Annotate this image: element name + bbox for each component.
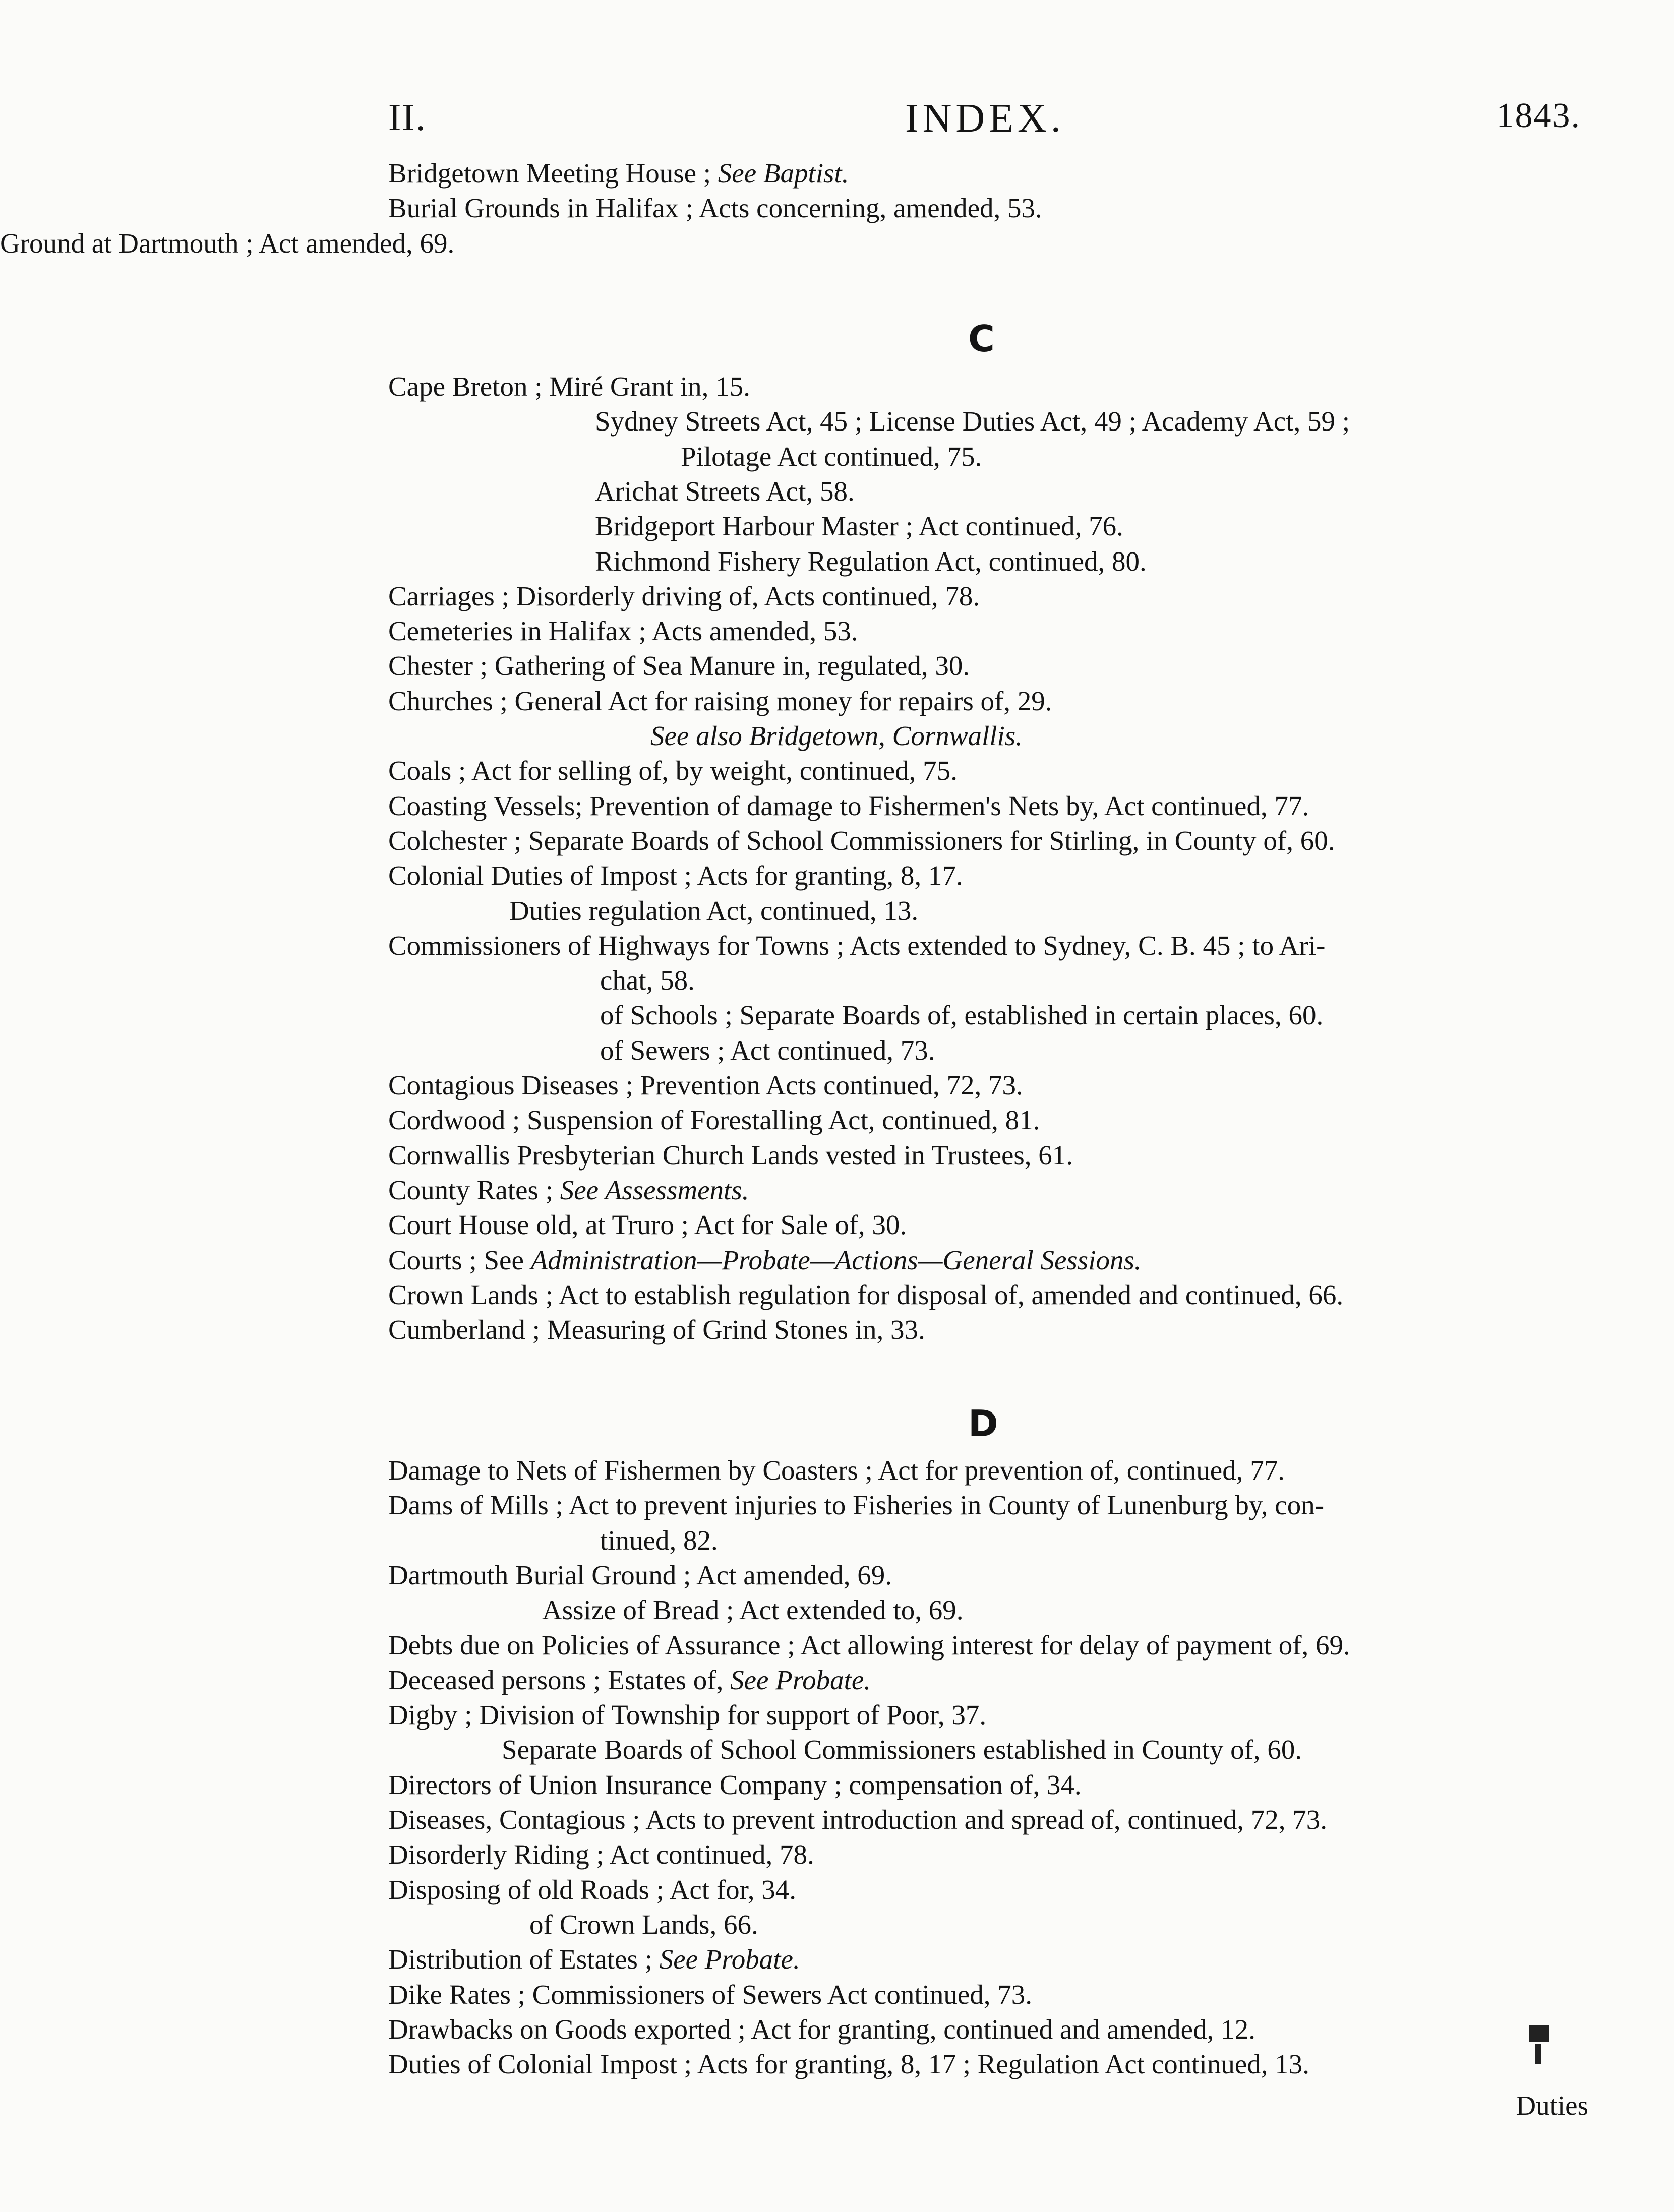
entry-text [681,441,982,473]
entry-plain: Coasting Vessels; Prevention of damage to Fishermen's Nets by, Act continued, 77. [388,790,1309,821]
entry-plain: Commissioners of Highways for Towns ; Acts extended to Sydney, C. B. 45 ; to Ari- [388,930,1326,961]
entry-plain: Arichat Streets Act, 58. [595,475,855,507]
entry-text [529,1909,758,1941]
ink-blot [1529,2025,1549,2042]
entry-text [388,1943,800,1976]
entry-plain: Bridgetown Meeting House ; [388,158,718,189]
entry-plain: Drawbacks on Goods exported ; Act for granting, continued and amended, 12. [388,2013,1256,2045]
entry-plain: Pilotage Act continued, 75. [681,441,982,472]
entry-cross-reference: Administration—Probate—Actions—General Sessions. [530,1244,1142,1275]
entry-text [502,1734,1302,1766]
entry-plain: Cemeteries in Halifax ; Acts amended, 53. [388,616,858,647]
entry-plain: Duties regulation Act, continued, 13. [509,895,919,926]
entry-plain: Deceased persons ; Estates of, [388,1664,731,1695]
entry-plain: Colonial Duties of Impost ; Acts for granting, 8, 17. [388,860,963,891]
entry-text [388,1139,1073,1172]
entry-plain: Assize of Bread ; Act extended to, 69. [542,1594,964,1626]
entry-plain: of Crown Lands, 66. [529,1909,758,1940]
entry-plain: County Rates ; [388,1174,560,1205]
index-page: II. INDEX. 1843. Bridgetown Meeting House ; See Baptist. Burial Grounds in Halifax ; Acts concerning, amended, 53. Ground at Dartmouth ; Act amended, 69. C Cape Breton ; Miré Grant in, 15. Sydney Streets Act, 45 ; License Duties Act, 49 ; Academy Act, 59 ; Pilotage Act continued, 75. Arichat Streets Act, 58. Bridgeport Harbour Master ; Act continued, 76. Richmond Fishery Regulation Act, continued, 80. Carriages ; Disorderly driving of, Acts continued, 78. Cemeteries in Halifax ; Acts amended, 53. Chester ; Gathering of Sea Manure in, regulated, 30. Churches ; General Act for raising money for repairs of, 29. See also Bridgetown, Cornwallis. Coals ; Act for selling of, by weight, continued, 75. Coasting Vessels; Prevention of damage to Fishermen's Nets by, Act continued, 77. Colchester ; Separate Boards of School Commissioners for Stirling, in County of, 60. Colonial Duties of Impost ; Acts for granting, 8, 17. Duties regulation Act, continued, 13. Commissioners of Highways for Towns ; Acts extended to Sydney, C. B. 45 ; to Ari- chat, 58. of Schools ; Separate Boards of, established in certain places, 60. of Sewers ; Act continued, 73. Contagious Diseases ; Prevention Acts continued, 72, 73. Cordwood ; Suspension of Forestalling Act, continued, 81. Cornwallis Presbyterian Church Lands vested in Trustees, 61. County Rates ; See Assessments. Court House old, at Truro ; Act for Sale of, 30. Courts ; See Administration—Probate—Actions—General Sessions. Crown Lands ; Act to establish regulation for disposal of, amended and continued, 66. Cumberland ; Measuring of Grind Stones in, 33. D Damage to Nets of Fishermen by Coasters ; Act for prevention of, continued, 77. Dams of Mills ; Act to prevent injuries to Fisheries in County of Lunenburg by, con- tinued, 82. Dartmouth Burial Ground ; Act amended, 69. Assize of Bread ; Act extended to, 69. Debts due on Policies of Assurance ; Act allowing interest for delay of payment of, 69. Deceased persons ; Estates of, See Probate. Digby ; Division of Township for support of Poor, 37. Separate Boards of School Commissioners established in County of, 60. Directors of Union Insurance Company ; compensation of, 34. Diseases, Contagious ; Acts to prevent introduction and spread of, continued, 72, 73. Disorderly Riding ; Act continued, 78. Disposing of old Roads ; Act for, 34. of Crown Lands, 66. Distribution of Estates ; See Probate. Dike Rates ; Commissioners of Sewers Act continued, 73. Drawbacks on Goods exported ; Act for granting, continued and amended, 12. Duties of Colonial Impost ; Acts for granting, 8, 17 ; Regulation Act continued, 13. Duties [0,96,1588,2121]
entry-text [388,1664,871,1696]
entry-plain: Court House old, at Truro ; Act for Sale of, 30. [388,1209,907,1241]
entry-plain: Richmond Fishery Regulation Act, continued, 80. [595,545,1147,577]
entry-text [650,720,1023,752]
entry-plain: Contagious Diseases ; Prevention Acts continued, 72, 73. [388,1070,1023,1100]
entry-plain: Ground at Dartmouth ; Act amended, 69. [0,227,455,259]
entry-text [388,1209,907,1241]
entry-plain: chat, 58. [600,965,695,996]
entry-plain: Dike Rates ; Commissioners of Sewers Act continued, 73. [388,1979,1033,2010]
entry-text [388,790,1309,822]
entry-plain: Bridgeport Harbour Master ; Act continued, 76. [595,511,1123,542]
entry-plain: Diseases, Contagious ; Acts to prevent introduction and spread of, continued, 72, 73. [388,1804,1328,1835]
entry-plain: Damage to Nets of Fishermen by Coasters ; Act for prevention of, continued, 77. [388,1455,1285,1486]
entry-text [388,685,1052,717]
entry-plain: Cape Breton ; Miré Grant in, 15. [388,371,750,402]
entry-plain: Coals ; Act for selling of, by weight, continued, 75. [388,755,958,786]
entry-plain: Directors of Union Insurance Company ; compensation of, 34. [388,1769,1082,1800]
entry-text [388,1559,892,1591]
entry-text [388,2013,1256,2046]
entry-plain: Duties of Colonial Impost ; Acts for granting, 8, 17 ; Regulation Act continued, 13. [388,2049,1310,2080]
year: 1843. [1496,96,1581,135]
ink-blot [1535,2044,1541,2064]
entry-text [388,755,958,787]
entry-plain: Separate Boards of School Commissioners established in County of, 60. [502,1734,1302,1765]
entry-plain: Cumberland ; Measuring of Grind Stones in, 33. [388,1314,925,1345]
entry-text [388,825,1335,857]
entry-text [595,545,1147,578]
entry-cross-reference: See also Bridgetown, Cornwallis. [650,720,1023,751]
entry-text [388,157,849,190]
entry-plain: of Schools ; Separate Boards of, established in certain places, 60. [600,1000,1324,1031]
entry-cross-reference: See Probate. [730,1664,871,1695]
entry-text [600,999,1323,1031]
entry-text [388,1104,1040,1136]
entry-text [600,1034,935,1067]
entry-plain: Disposing of old Roads ; Act for, 34. [388,1874,797,1905]
entry-text [388,859,963,892]
entry-text [388,1279,1343,1311]
entry-cross-reference: See Baptist. [718,158,849,189]
entry-text [388,2048,1309,2080]
entry-text [388,615,858,647]
entry-plain: Colchester ; Separate Boards of School Commissioners for Stirling, in County of, 60. [388,825,1335,856]
entry-plain: Distribution of Estates ; [388,1944,660,1975]
entry-text [388,1769,1082,1801]
entry-text [388,650,970,682]
entry-text [388,1489,1324,1521]
entry-text [600,964,695,997]
entry-text [509,895,918,927]
entry-plain: Debts due on Policies of Assurance ; Act allowing interest for delay of payment of, 69. [388,1629,1350,1661]
entry-text [388,1454,1285,1487]
entry-text [388,930,1325,962]
entry-plain: Dams of Mills ; Act to prevent injuries to Fisheries in County of Lunenburg by, con- [388,1490,1325,1521]
entry-plain: Carriages ; Disorderly driving of, Acts continued, 78. [388,580,980,611]
entry-plain: tinued, 82. [600,1524,718,1556]
entry-plain: Sydney Streets Act, 45 ; License Duties Act, 49 ; Academy Act, 59 ; [595,406,1350,437]
entry-text [388,1699,986,1731]
entry-text [388,192,1042,224]
entry-text [0,227,454,260]
entry-plain: Crown Lands ; Act to establish regulation for disposal of, amended and continued, 66. [388,1279,1344,1310]
page-number: II. [388,96,427,139]
entry-plain: Disorderly Riding ; Act continued, 78. [388,1839,814,1870]
section-letter: D [968,1402,998,1445]
entry-text [388,1804,1327,1836]
entry-plain: Courts ; See [388,1244,531,1275]
entry-text [595,405,1350,438]
entry-plain: Cordwood ; Suspension of Forestalling Act, continued, 81. [388,1104,1040,1136]
entry-text [595,510,1123,542]
entry-text [388,371,750,403]
entry-text [388,580,980,612]
section-letter: C [968,318,995,360]
entry-text [600,1524,718,1557]
entry-text [388,1069,1023,1101]
entry-text [388,1874,796,1906]
entry-text [542,1594,963,1626]
entry-cross-reference: See Probate. [659,1944,800,1975]
page-title: INDEX. [905,96,1065,141]
entry-plain: Burial Grounds in Halifax ; Acts concerning, amended, 53. [388,193,1042,224]
entry-text [388,1314,925,1346]
entry-plain: Churches ; General Act for raising money for repairs of, 29. [388,685,1052,716]
entry-cross-reference: See Assessments. [560,1174,749,1205]
entry-text [388,1838,814,1871]
entry-text [388,1629,1350,1662]
entry-plain: Dartmouth Burial Ground ; Act amended, 69. [388,1559,892,1590]
entry-plain: Chester ; Gathering of Sea Manure in, regulated, 30. [388,650,970,682]
entry-plain: of Sewers ; Act continued, 73. [600,1034,935,1066]
entry-text [388,1174,749,1206]
entry-plain: Digby ; Division of Township for support of Poor, 37. [388,1699,987,1731]
entry-plain: Cornwallis Presbyterian Church Lands vested in Trustees, 61. [388,1139,1073,1171]
entry-text [388,1244,1142,1276]
entry-text [388,1979,1032,2011]
entry-text [595,475,855,508]
